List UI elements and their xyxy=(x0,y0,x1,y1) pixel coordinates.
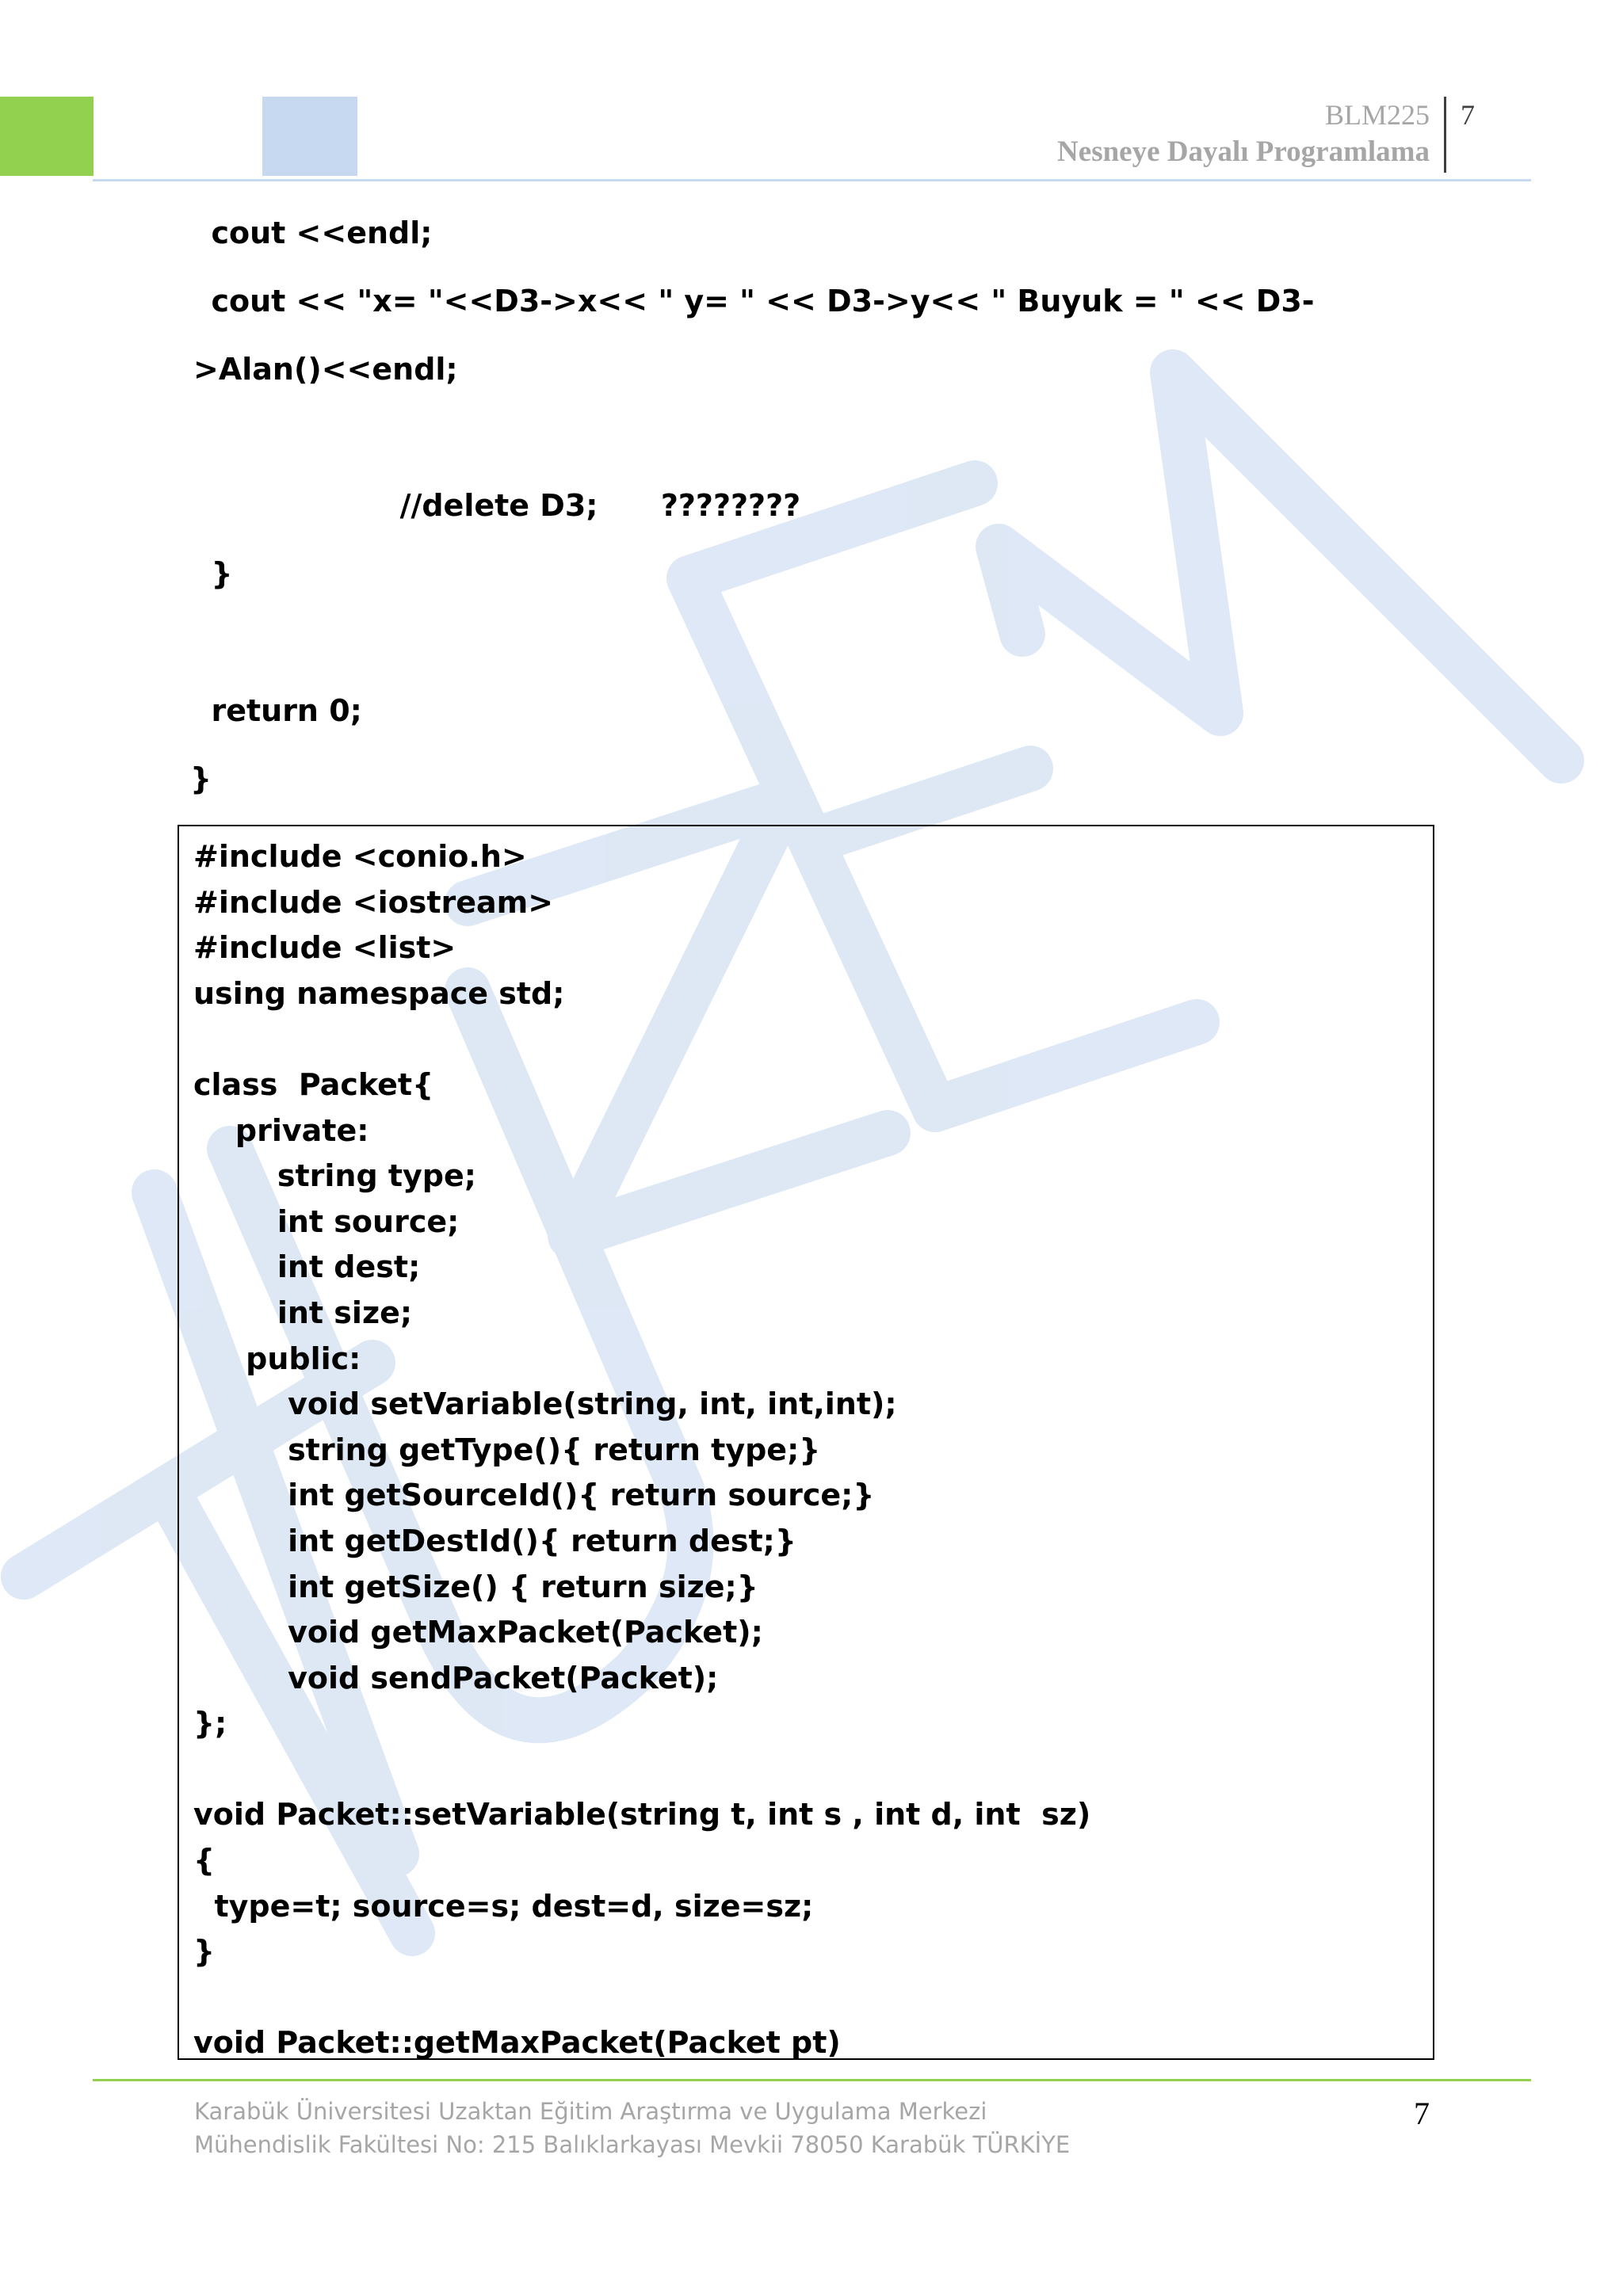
header-course-name: Nesneye Dayalı Programlama xyxy=(1057,135,1430,168)
code-listing-line: #include <conio.h> xyxy=(193,839,527,874)
code-listing-line: void getMaxPacket(Packet); xyxy=(193,1615,763,1650)
code-listing-line: using namespace std; xyxy=(193,975,565,1011)
code-line: cout <<endl; xyxy=(190,215,433,250)
header-blue-block xyxy=(262,97,357,176)
code-listing-line: } xyxy=(193,1934,216,1970)
code-listing-line: void Packet::setVariable(string t, int s , int d, int sz) xyxy=(193,1797,1091,1833)
code-listing-line: void sendPacket(Packet); xyxy=(193,1660,719,1695)
footer-institution: Karabük Üniversitesi Uzaktan Eğitim Araştırma ve Uygulama Merkezi xyxy=(194,2098,987,2125)
code-listing-line: #include <iostream> xyxy=(193,884,554,920)
code-listing-line: string type; xyxy=(193,1158,476,1194)
code-listing-line: int dest; xyxy=(193,1249,421,1285)
code-line: cout << "x= "<<D3->x<< " y= " << D3->y<< " Buyuk = " << D3- xyxy=(190,284,1315,318)
code-listing-box xyxy=(178,825,1434,2060)
code-line: //delete D3; ???????? xyxy=(190,488,801,523)
code-listing-line: int getDestId(){ return dest;} xyxy=(193,1523,796,1558)
code-listing-line: string getType(){ return type;} xyxy=(193,1432,821,1467)
code-listing-line: int getSourceId(){ return source;} xyxy=(193,1478,875,1513)
code-listing-line: }; xyxy=(193,1706,227,1741)
code-listing-line: private: xyxy=(193,1112,369,1148)
code-listing xyxy=(193,834,1090,2066)
header-divider xyxy=(1444,97,1446,173)
code-listing-line: class Packet{ xyxy=(193,1066,434,1102)
code-listing-line: type=t; source=s; dest=d, size=sz; xyxy=(193,1888,814,1924)
code-line: } xyxy=(190,761,212,796)
code-listing-line: int size; xyxy=(193,1295,413,1330)
code-listing-line: int getSize() { return size;} xyxy=(193,1569,758,1604)
footer-rule xyxy=(93,2079,1531,2081)
code-listing-line: { xyxy=(193,1843,216,1878)
header-course-code: BLM225 xyxy=(1324,99,1430,131)
code-listing-line: public: xyxy=(193,1341,361,1376)
code-line: return 0; xyxy=(190,693,362,728)
header-green-block xyxy=(0,97,94,176)
code-listing-line: void setVariable(string, int, int,int); xyxy=(193,1386,897,1422)
code-line: } xyxy=(190,556,233,591)
footer-page-number: 7 xyxy=(1414,2096,1430,2131)
header-rule xyxy=(93,179,1531,181)
code-listing-line: #include <list> xyxy=(193,930,456,966)
code-line: >Alan()<<endl; xyxy=(193,352,458,387)
footer-address: Mühendislik Fakültesi No: 215 Balıklarkayası Mevkii 78050 Karabük TÜRKİYE xyxy=(194,2131,1071,2158)
code-listing-line: void Packet::getMaxPacket(Packet pt) xyxy=(193,2025,841,2061)
code-listing-line: int source; xyxy=(193,1203,460,1239)
header-page-number: 7 xyxy=(1461,99,1475,131)
